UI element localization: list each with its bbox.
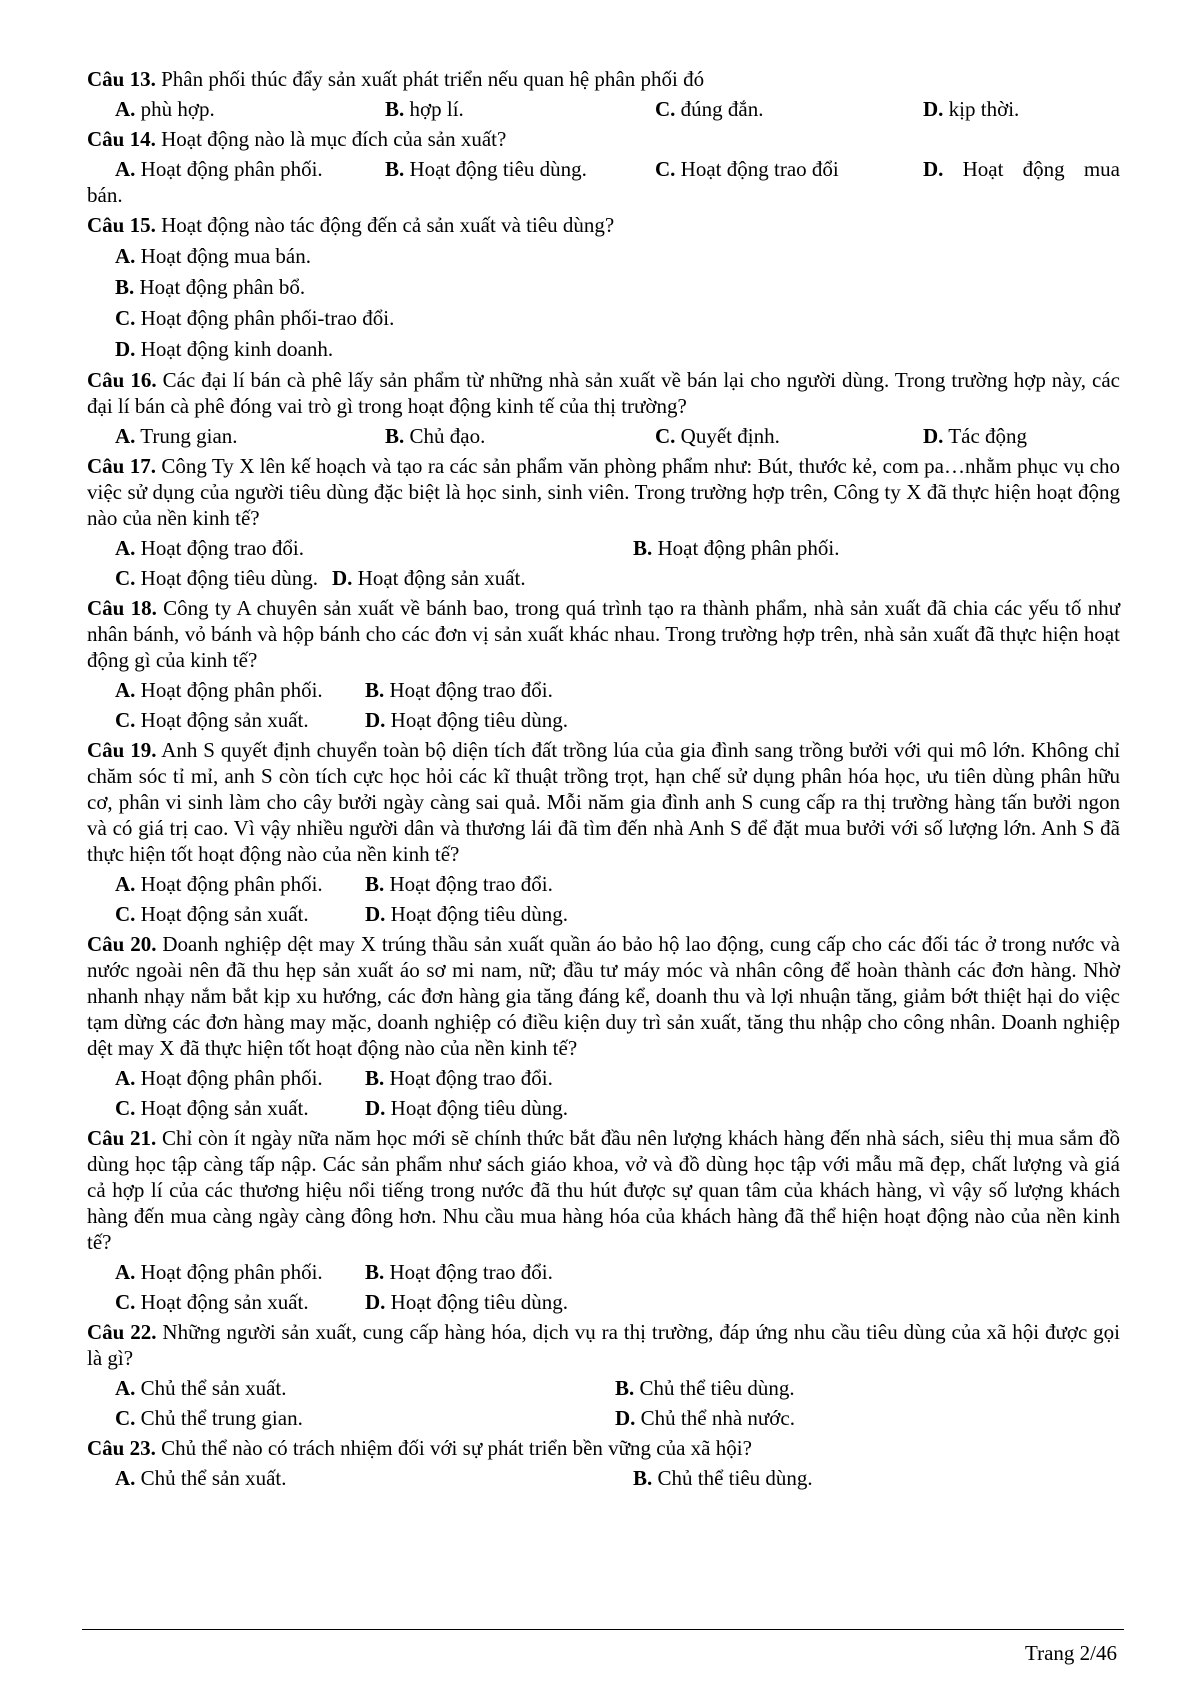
answer-text: Hoạt động phân phối. [140, 1066, 323, 1090]
question-text: Hoạt động nào là mục đích của sản xuất? [161, 127, 507, 151]
answer-a [115, 96, 385, 122]
answer-text: Hoạt động sản xuất. [140, 1290, 309, 1314]
question-number: Câu 16. [87, 368, 157, 392]
answer-text: Hoạt động sản xuất. [140, 708, 309, 732]
answer-label: A. [115, 424, 136, 448]
answer-label: A. [115, 1466, 136, 1490]
answer-c [655, 423, 923, 449]
answer-a [115, 243, 1120, 269]
question-text: Doanh nghiệp dệt may X trúng thầu sản xuất quần áo bảo hộ lao động, cung cấp cho các đối tác ở trong nước và nước ngoài nên đã thu hẹp sản xuất áo sơ mi nam, nữ; đầu tư máy móc và nhân công để hoàn thành các đơn hàng. Nhờ nhanh nhạy nắm bắt kịp xu hướng, các đơn hàng gia tăng đáng kể, doanh thu và lợi nhuận tăng, giảm bớt thiệt hại do việc tạm dừng các đơn hàng may mặc, doanh nghiệp có điều kiện duy trì sản xuất, tăng thu nhập cho công nhân. Doanh nghiệp dệt may X đã thực hiện tốt hoạt động nào của nền kinh tế? [87, 932, 1120, 1060]
answer-text: động [1022, 157, 1065, 181]
question-number: Câu 20. [87, 932, 157, 956]
answer-label: B. [633, 536, 653, 560]
answer-label: A. [115, 244, 136, 268]
answer-text: Hoạt động trao đổi. [389, 678, 553, 702]
answer-label: B. [385, 424, 405, 448]
answer-c [115, 305, 1120, 331]
answer-a [115, 1465, 633, 1491]
answer-c [115, 1095, 386, 1121]
answer-label: C. [115, 708, 136, 732]
answer-text: Hoạt động mua bán. [140, 244, 311, 268]
answer-label: B. [365, 872, 385, 896]
answer-text: Hoạt động phân phối-trao đổi. [140, 306, 395, 330]
question-text: Hoạt động nào tác động đến cả sản xuất và tiêu dùng? [161, 213, 615, 237]
answer-d [365, 1289, 568, 1315]
answer-d [332, 565, 526, 591]
answer-label: C. [115, 306, 136, 330]
answer-text: Hoạt động tiêu dùng. [140, 566, 318, 590]
answer-a [115, 871, 383, 897]
answer-label: A. [115, 872, 136, 896]
question-number: Câu 18. [87, 596, 157, 620]
question-22 [87, 1319, 1120, 1371]
question-number: Câu 21. [87, 1126, 157, 1150]
answer-label: B. [365, 678, 385, 702]
answer-c [115, 1405, 636, 1431]
page-number: Trang 2/46 [1025, 1641, 1117, 1665]
answer-text: Hoạt động sản xuất. [357, 566, 526, 590]
question-19 [87, 737, 1120, 867]
answer-text: Chủ thể tiêu dùng. [657, 1466, 813, 1490]
answer-label: B. [633, 1466, 653, 1490]
answer-text: Hoạt động tiêu dùng. [409, 157, 587, 181]
answer-row [115, 901, 1120, 927]
question-17 [87, 453, 1120, 531]
answer-text: Hoạt động phân phối. [140, 678, 323, 702]
answer-a [115, 677, 383, 703]
question-21 [87, 1125, 1120, 1255]
answer-text: Hoạt động sản xuất. [140, 902, 309, 926]
answer-d [923, 96, 1019, 122]
answer-b [365, 677, 553, 703]
question-23 [87, 1435, 1120, 1461]
question-text: Công Ty X lên kế hoạch và tạo ra các sản phẩm văn phòng phẩm như: Bút, thước kẻ, com pa…nhằm phục vụ cho việc sử dụng của người tiêu dùng đặc biệt là học sinh, sinh viên. Trong trường hợp trên, Công ty X đã thực hiện hoạt động nào của nền kinh tế? [87, 454, 1120, 530]
answer-label: C. [115, 566, 136, 590]
answer-label: D. [365, 708, 386, 732]
answer-a [115, 1259, 383, 1285]
answer-row [115, 423, 1120, 449]
answer-text: Hoạt động phân phối. [140, 157, 323, 181]
answer-label: D. [365, 902, 386, 926]
answer-text: Hoạt động tiêu dùng. [390, 1290, 568, 1314]
answer-row [115, 1259, 1120, 1285]
answer-label: B. [115, 275, 135, 299]
answer-text: hợp lí. [409, 97, 464, 121]
answer-row [115, 565, 1120, 591]
answer-d [365, 901, 568, 927]
answer-b [365, 1259, 553, 1285]
answer-text: Chủ thể tiêu dùng. [639, 1376, 795, 1400]
answer-b [633, 535, 840, 561]
answer-c [115, 707, 386, 733]
answer-label: A. [115, 1376, 136, 1400]
answer-label: C. [115, 902, 136, 926]
question-number: Câu 13. [87, 67, 156, 91]
answer-label: D. [923, 97, 944, 121]
question-number: Câu 17. [87, 454, 156, 478]
answer-label: C. [115, 1290, 136, 1314]
answer-label: D. [923, 157, 944, 181]
answer-label: A. [115, 678, 136, 702]
answer-d [365, 1095, 568, 1121]
question-text: Anh S quyết định chuyển toàn bộ diện tích đất trồng lúa của gia đình sang trồng bưởi với qui mô lớn. Không chỉ chăm sóc tỉ mỉ, anh S còn tích cực học hỏi các kĩ thuật trồng trọt, hạn chế sử dụng phân hóa học, ưu tiên dùng phân hữu cơ, phân vi sinh làm cho cây bưởi ngày càng sai quả. Mỗi năm gia đình anh S cung cấp ra thị trường hàng tấn bưởi ngon và có giá trị cao. Vì vậy nhiều người dân và thương lái đã tìm đến nhà Anh S để đặt mua bưởi với số lượng lớn. Anh S đã thực hiện tốt hoạt động nào của nền kinh tế? [87, 738, 1120, 866]
answer-label: A. [115, 157, 136, 181]
answer-a [115, 1375, 633, 1401]
answer-c [655, 96, 923, 122]
answer-label: D. [331, 566, 353, 590]
answer-b [385, 96, 655, 122]
answer-text: Chủ thể nhà nước. [640, 1406, 795, 1430]
answer-row [115, 1405, 1120, 1431]
answer-label: D. [923, 424, 944, 448]
answer-text: Hoạt động tiêu dùng. [390, 1096, 568, 1120]
answer-text: đúng đắn. [680, 97, 764, 121]
answer-b [115, 274, 1120, 300]
question-text: Chủ thể nào có trách nhiệm đối với sự phát triển bền vững của xã hội? [161, 1436, 752, 1460]
answer-label: B. [385, 157, 405, 181]
question-18 [87, 595, 1120, 673]
answer-text: Chủ thể sản xuất. [140, 1376, 287, 1400]
answer-text: Chủ thể sản xuất. [140, 1466, 287, 1490]
question-text: Chỉ còn ít ngày nữa năm học mới sẽ chính thức bắt đầu nên lượng khách hàng đến nhà sách, siêu thị mua sắm đồ dùng học tập càng tấp nập. Các sản phẩm như sách giáo khoa, vở và đồ dùng học tập với mẫu mã đẹp, chất lượng và giá cả hợp lí của các thương hiệu nổi tiếng trong nước đã thu hút được sự quan tâm của khách hàng, vì vậy số lượng khách hàng đến mua càng ngày càng đông hơn. Nhu cầu mua hàng hóa của khách hàng đã thể hiện hoạt động nào của nền kinh tế? [87, 1126, 1120, 1254]
answer-row [115, 1095, 1120, 1121]
question-16 [87, 367, 1120, 419]
answer-a [115, 156, 385, 182]
question-20 [87, 931, 1120, 1061]
question-number: Câu 14. [87, 127, 156, 151]
answer-label: A. [115, 1260, 136, 1284]
question-number: Câu 19. [87, 738, 157, 762]
answer-text: Hoạt động trao đổi. [389, 872, 553, 896]
answer-row [115, 677, 1120, 703]
answer-label: C. [115, 1406, 136, 1430]
question-number: Câu 23. [87, 1436, 156, 1460]
answer-c [115, 1289, 386, 1315]
answer-label: A. [115, 536, 136, 560]
answer-b [385, 156, 655, 182]
answer-c [655, 156, 923, 182]
answer-text: Hoạt động kinh doanh. [140, 337, 334, 361]
answer-b [385, 423, 655, 449]
answer-label: C. [115, 1096, 136, 1120]
answer-text: Hoạt động tiêu dùng. [390, 902, 568, 926]
answer-b [633, 1465, 813, 1491]
footer-divider [82, 1629, 1124, 1630]
answer-row [115, 96, 1120, 122]
answer-b [365, 871, 553, 897]
answer-label: B. [385, 97, 405, 121]
answer-text: Chủ đạo. [409, 424, 486, 448]
answer-label: D. [615, 1406, 636, 1430]
answer-label: B. [365, 1066, 385, 1090]
answer-row [115, 1375, 1120, 1401]
answer-text: Tác động [948, 424, 1028, 448]
question-13 [87, 66, 1120, 92]
answer-b [365, 1065, 553, 1091]
question-text: Phân phối thúc đẩy sản xuất phát triển nếu quan hệ phân phối đó [161, 67, 705, 91]
answer-text: Hoạt động trao đổi [680, 157, 839, 181]
question-14 [87, 126, 1120, 152]
answer-label: B. [365, 1260, 385, 1284]
answer-d [365, 707, 568, 733]
answer-label: B. [615, 1376, 635, 1400]
answer-text: Hoạt động tiêu dùng. [390, 708, 568, 732]
answer-label: D. [365, 1096, 386, 1120]
answer-row [115, 871, 1120, 897]
answer-label: C. [655, 157, 676, 181]
answer-a [115, 535, 633, 561]
question-text: Những người sản xuất, cung cấp hàng hóa, dịch vụ ra thị trường, đáp ứng nhu cầu tiêu dùng của xã hội được gọi là gì? [87, 1320, 1121, 1370]
answer-row [115, 1065, 1120, 1091]
answer-text: Hoạt động phân phối. [140, 1260, 323, 1284]
answer-text: Hoạt động trao đổi. [389, 1260, 553, 1284]
answer-text: kịp thời. [948, 97, 1020, 121]
answer-a [115, 1065, 383, 1091]
answer-text: Hoạt động phân phối. [140, 872, 323, 896]
answer-text: Chủ thể trung gian. [140, 1406, 303, 1430]
answer-label: C. [655, 97, 676, 121]
answer-c [115, 565, 318, 591]
answer-label: A. [115, 1066, 136, 1090]
answer-label: D. [365, 1290, 386, 1314]
answer-text: Hoạt [962, 157, 1004, 181]
answer-text: Hoạt động trao đổi. [140, 536, 304, 560]
answer-d [115, 336, 1120, 362]
answer-d [923, 423, 1027, 449]
answer-row [115, 1465, 1120, 1491]
answer-text: Hoạt động sản xuất. [140, 1096, 309, 1120]
answer-a [115, 423, 385, 449]
question-number: Câu 22. [87, 1320, 157, 1344]
answer-row [115, 707, 1120, 733]
answer-text: Hoạt động phân phối. [657, 536, 840, 560]
answer-row [115, 535, 1120, 561]
answer-text: Hoạt động trao đổi. [389, 1066, 553, 1090]
answer-label: D. [115, 337, 136, 361]
answer-row [87, 156, 1120, 182]
answer-label: C. [655, 424, 676, 448]
question-text: Các đại lí bán cà phê lấy sản phẩm từ những nhà sản xuất về bán lại cho người dùng. Trong trường hợp này, các đại lí bán cà phê đóng vai trò gì trong hoạt động kinh tế của thị trường? [87, 368, 1120, 418]
question-list [87, 66, 1120, 1495]
question-text: Công ty A chuyên sản xuất về bánh bao, trong quá trình tạo ra thành phẩm, nhà sản xuất đã chia các yếu tố như nhân bánh, vỏ bánh và hộp bánh cho các đơn vị sản xuất khác nhau. Trong trường hợp trên, nhà sản xuất đã thực hiện hoạt động gì của kinh tế? [87, 596, 1120, 672]
answer-text: phù hợp. [140, 97, 215, 121]
answer-b [615, 1375, 795, 1401]
answer-row [115, 1289, 1120, 1315]
answer-label: A. [115, 97, 136, 121]
answer-text: Quyết định. [680, 424, 780, 448]
answer-d [923, 156, 1120, 182]
answer-text: Hoạt động phân bổ. [139, 275, 306, 299]
answer-d [615, 1405, 795, 1431]
answer-text: Trung gian. [140, 424, 238, 448]
question-15 [87, 212, 1120, 238]
answer-c [115, 901, 386, 927]
question-number: Câu 15. [87, 213, 156, 237]
answer-d-continuation: bán. [87, 183, 123, 207]
answer-text: mua [1083, 157, 1120, 181]
